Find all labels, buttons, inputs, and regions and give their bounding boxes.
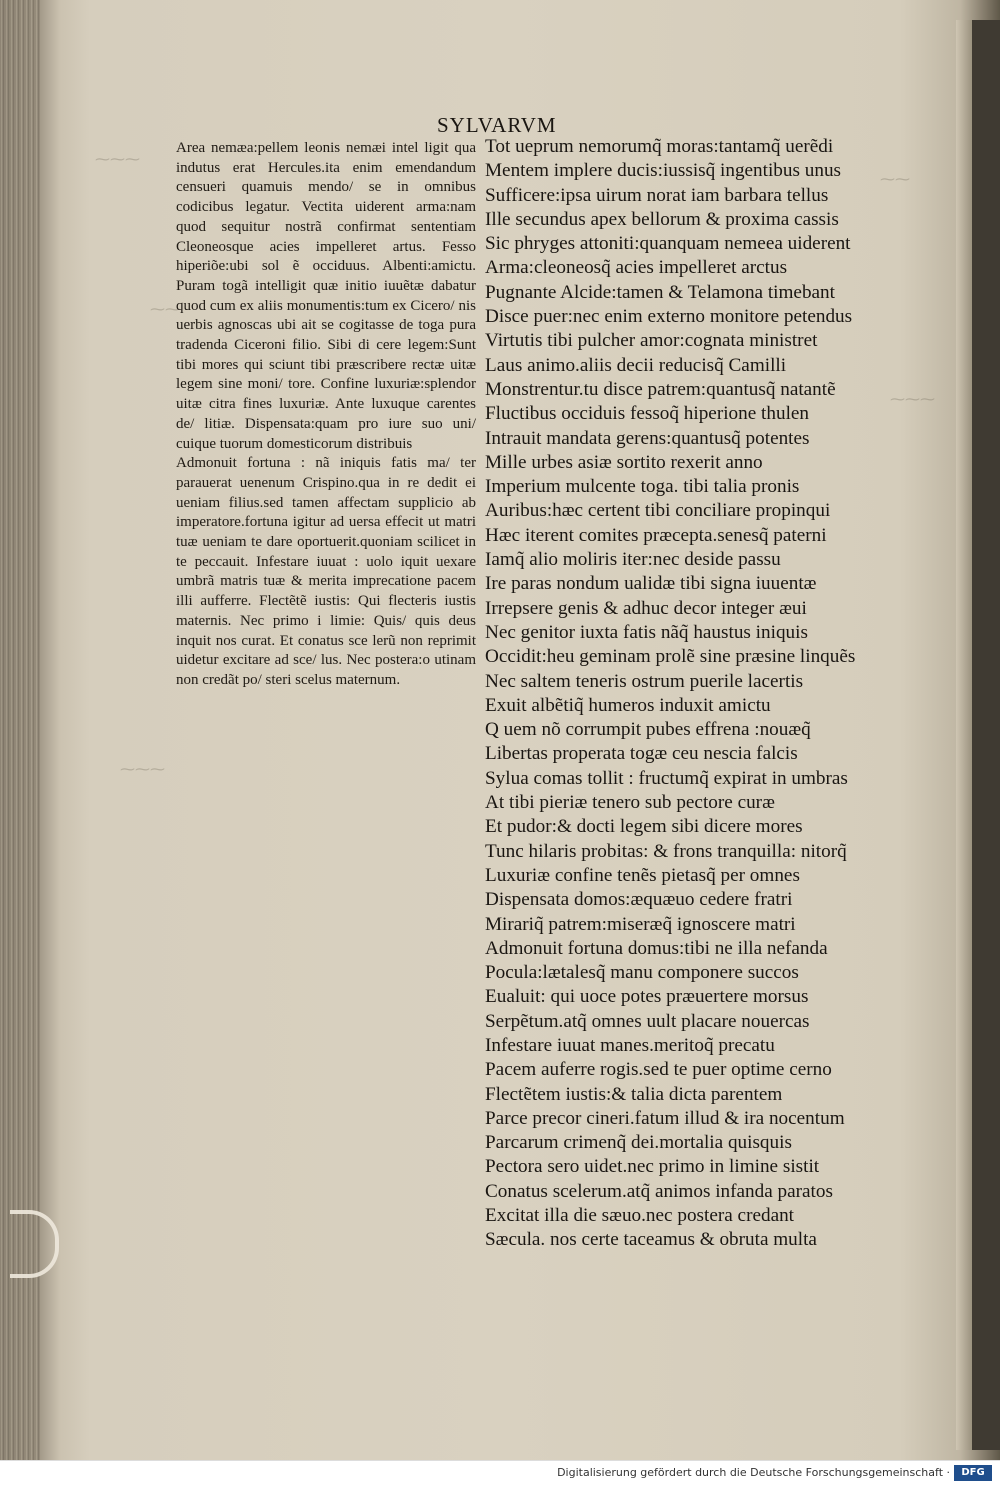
dfg-logo: DFG bbox=[954, 1465, 992, 1481]
verse-line: Sufficere:ipsa uirum norat iam barbara tellus bbox=[485, 184, 829, 206]
verse-line: Parce precor cineri.fatum illud & ira nocentum bbox=[485, 1107, 845, 1129]
verse-line: Mille urbes asiæ sortito rexerit anno bbox=[485, 451, 763, 473]
page-running-head: SYLVARVM bbox=[437, 113, 557, 137]
digitization-footer bbox=[0, 1460, 1000, 1485]
commentary-paragraph: Area nemæa:pellem leonis nemæi intel ligit qua indutus erat Hercules.ita enim emendandum censueri quamuis mendo/ se in omnibus codicibus legatur. Vectita uiderent arma:nam quod sequitur nostrã confirmat sententiam Cleoneosque acies impelleret artus. Fesso hiperiõe:ubi sol ẽ occiduus. Albenti:amictu. Puram togã intelligit quæ initio iuuẽtæ dabatur quod cum ex aliis monumentis:tum ex Cicero/ nis uerbis agnoscas ubi ait se cogitasse de toga pura tradenda Ciceroni filio. Sibi di cere legem:Sunt tibi mores qui sciunt tibi præscribere rectæ uitæ legem sine moni/ tore. Confine luxuriæ:splendor uitæ citra fines luxuriæ. Ante luxuque carentes de/ litiæ. Dispensata:quam pro iure suo uni/ cuique tuorum domesticorum distribuis bbox=[176, 140, 476, 452]
verse-line: Occidit:heu geminam prolẽ sine præsine linquẽs bbox=[485, 646, 856, 668]
verse-line: Libertas properata togæ ceu nescia falcis bbox=[485, 743, 798, 765]
bleed-through-mark: ⁓⁓⁓ bbox=[120, 760, 165, 778]
verse-line: Auribus:hæc certent tibi conciliare propinqui bbox=[485, 500, 831, 522]
verse-line: Flectẽtem iustis:& talia dicta parentem bbox=[485, 1083, 783, 1105]
commentary-paragraph: Admonuit fortuna : nã iniquis fatis ma/ ter parauerat uenenum Crispino.qua in re dedit ei ueniam filius.sed tamen affectam supplicio ab imperatore.fortuna igitur ad uersa effecit ut matri tuæ ueniam te dare oportuerit.quoniam scilicet in te peccauit. Infestare iuuat : uolo iquit uexare umbrã matris tuæ & merita imprecatione pacem illi aufferre. Flectẽtẽ iustis: Qui flecteris iustis maternis. Nec primo i limie: Quis/ quis deus inquit nos curat. Et conatus sce lerũ non reprimit uidetur excitare ad sce/ lus. Nec postera:o utinam non credãt po/ steri scelus maternum. bbox=[176, 455, 476, 688]
verse-line: Exuit albẽtiq̃ humeros induxit amictu bbox=[485, 694, 771, 716]
verse-line: Virtutis tibi pulcher amor:cognata ministret bbox=[485, 330, 818, 352]
verse-line: Nec saltem teneris ostrum puerile lacertis bbox=[485, 670, 804, 692]
verse-line: Tot ueprum nemorumq̃ moras:tantamq̃ uerẽdi bbox=[485, 136, 834, 157]
bleed-through-mark: ⁓⁓⁓ bbox=[95, 150, 140, 168]
verse-line: Admonuit fortuna domus:tibi ne illa nefanda bbox=[485, 937, 828, 959]
bleed-through-mark: ⁓⁓ bbox=[150, 300, 180, 318]
commentary-column bbox=[176, 139, 476, 691]
page-fore-edge bbox=[956, 20, 972, 1450]
poem-column bbox=[485, 135, 935, 1253]
verse-line: Parcarum crimenq̃ dei.mortalia quisquis bbox=[485, 1132, 792, 1154]
verse-line: Intrauit mandata gerens:quantusq̃ potentes bbox=[485, 427, 810, 449]
funding-credit: Digitalisierung gefördert durch die Deutsche Forschungsgemeinschaft · bbox=[557, 1466, 950, 1479]
verse-line: Pugnante Alcide:tamen & Telamona timebant bbox=[485, 281, 835, 303]
verse-line: Hæc iterent comites præcepta.senesq̃ paterni bbox=[485, 524, 827, 546]
verse-line: At tibi pieriæ tenero sub pectore curæ bbox=[485, 792, 775, 814]
verse-line: Eualuit: qui uoce potes præuertere morsus bbox=[485, 986, 809, 1008]
verse-line: Pectora sero uidet.nec primo in limine sistit bbox=[485, 1156, 820, 1178]
verse-line: Q uem nõ corrumpit pubes effrena :nouæq̃ bbox=[485, 719, 811, 741]
verse-line: Serpẽtum.atq̃ omnes uult placare nouercas bbox=[485, 1010, 810, 1032]
bleed-through-mark: ⁓⁓ bbox=[880, 170, 910, 188]
verse-line: Arma:cleoneosq̃ acies impelleret arctus bbox=[485, 257, 788, 279]
verse-line: Sic phryges attoniti:quanquam nemeea uiderent bbox=[485, 233, 851, 255]
verse-line: Imperium mulcente toga. tibi talia pronis bbox=[485, 476, 800, 498]
verse-line: Fluctibus occiduis fessoq̃ hiperione thulen bbox=[485, 403, 810, 425]
verse-line: Excitat illa die sæuo.nec postera credant bbox=[485, 1205, 795, 1227]
verse-line: Conatus scelerum.atq̃ animos infanda paratos bbox=[485, 1180, 833, 1202]
verse-line: Mentem implere ducis:iussisq̃ ingentibus unus bbox=[485, 160, 842, 182]
verse-line: Pocula:lætalesq̃ manu componere succos bbox=[485, 962, 799, 984]
verse-line: Mirariq̃ patrem:miseræq̃ ignoscere matri bbox=[485, 913, 796, 935]
verse-line: Ille secundus apex bellorum & proxima cassis bbox=[485, 208, 839, 230]
verse-line: Tunc hilaris probitas: & frons tranquilla: nitorq̃ bbox=[485, 840, 847, 862]
verse-line: Luxuriæ confine tenẽs pietasq̃ per omnes bbox=[485, 864, 800, 886]
verse-line: Monstrentur.tu disce patrem:quantusq̃ natantẽ bbox=[485, 378, 836, 400]
verse-line: Sylua comas tollit : fructumq̃ expirat in umbras bbox=[485, 767, 848, 789]
verse-line: Laus animo.aliis decii reducisq̃ Camilli bbox=[485, 354, 787, 376]
bleed-through-mark: ⁓⁓⁓ bbox=[890, 390, 935, 408]
verse-line: Ire paras nondum ualidæ tibi signa iuuentæ bbox=[485, 573, 817, 595]
verse-line: Dispensata domos:æquæuo cedere fratri bbox=[485, 889, 793, 911]
verse-line: Et pudor:& docti legem sibi dicere mores bbox=[485, 816, 803, 838]
verse-line: Infestare iuuat manes.meritoq̃ precatu bbox=[485, 1034, 775, 1056]
book-cover-edge bbox=[972, 20, 1000, 1450]
verse-line: Nec genitor iuxta fatis nãq̃ haustus iniquis bbox=[485, 621, 808, 643]
verse-line: Pacem auferre rogis.sed te puer optime cerno bbox=[485, 1059, 832, 1081]
verse-line: Irrepsere genis & adhuc decor integer æui bbox=[485, 597, 807, 619]
verse-line: Sæcula. nos certe taceamus & obruta multa bbox=[485, 1229, 817, 1251]
verse-line: Iamq̃ alio moliris iter:nec deside passu bbox=[485, 549, 781, 571]
verse-line: Disce puer:nec enim externo monitore petendus bbox=[485, 306, 853, 328]
